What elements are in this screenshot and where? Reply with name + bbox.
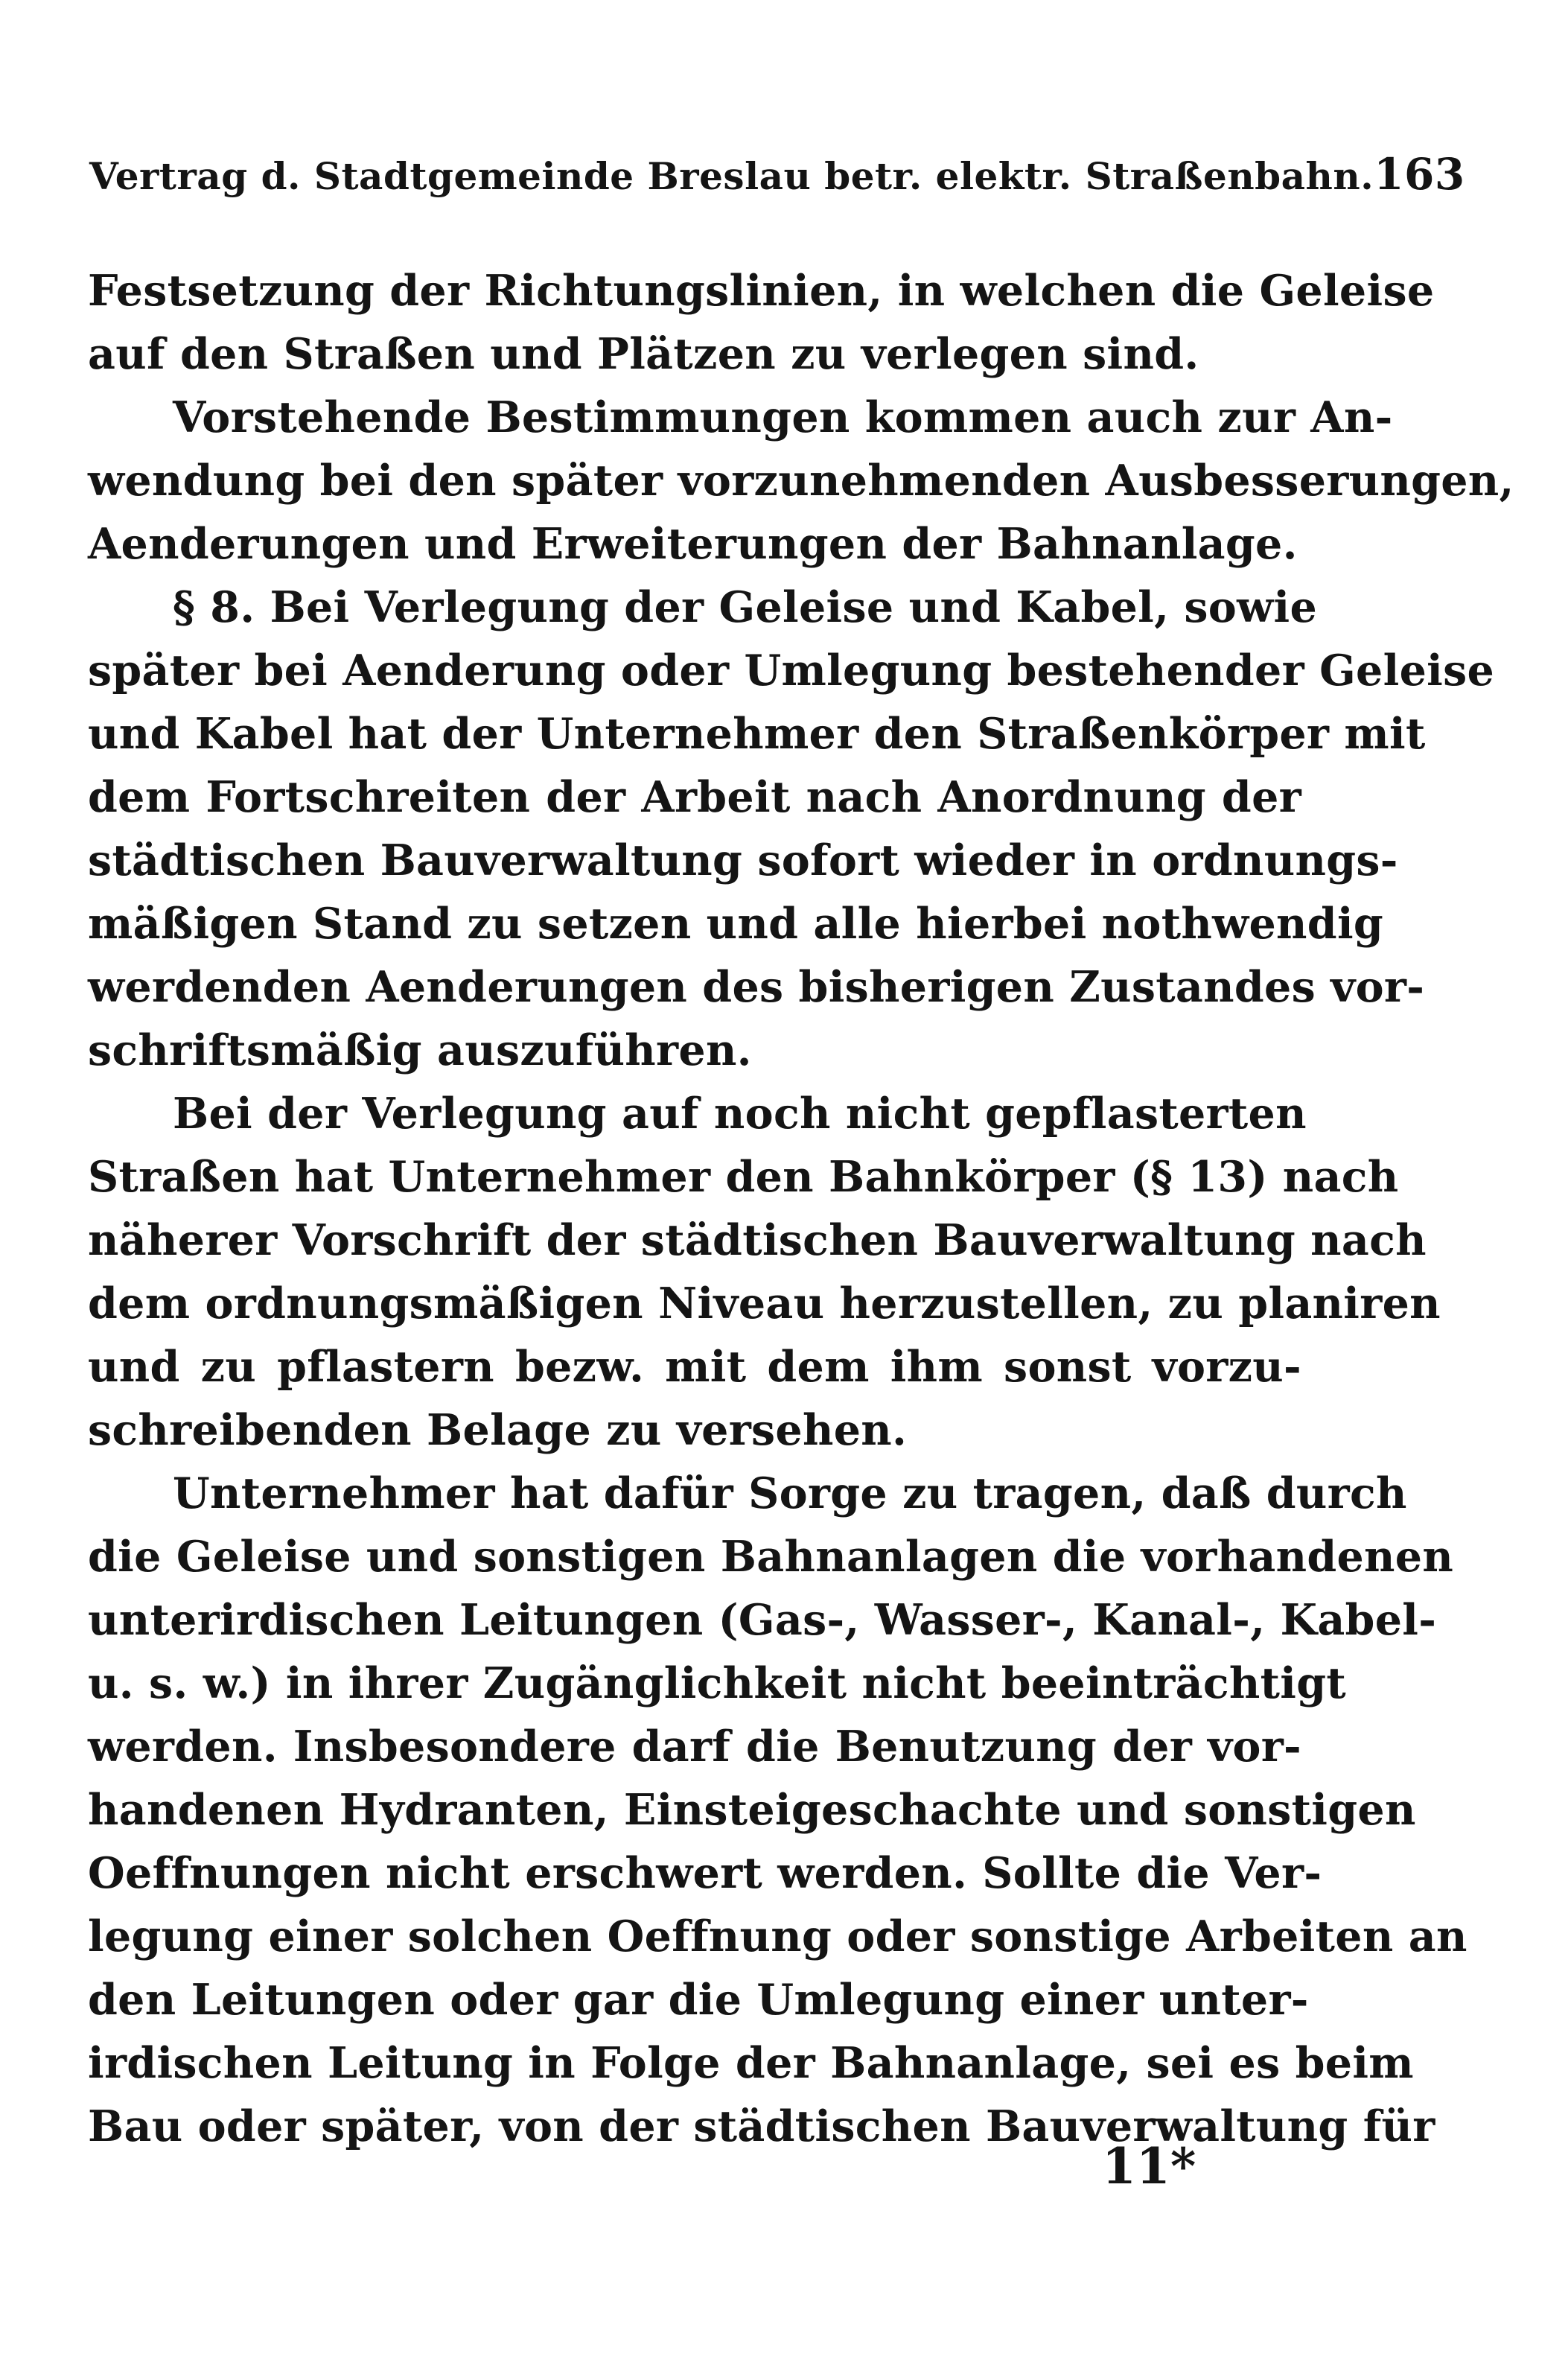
text-line: werden. Insbesondere darf die Benutzung der vor- — [88, 1722, 1301, 1772]
signature-mark: 11* — [1102, 2137, 1196, 2195]
text-line: dem Fortschreiten der Arbeit nach Anordnung der — [88, 772, 1301, 822]
text-line: Bei der Verlegung auf noch nicht gepflasterten — [173, 1089, 1307, 1139]
text-line: und Kabel hat der Unternehmer den Straßenkörper mit — [88, 709, 1426, 759]
running-header — [89, 149, 1465, 216]
text-line: und zu pflastern bezw. mit dem ihm sonst vorzu- — [88, 1342, 1301, 1392]
text-line: städtischen Bauverwaltung sofort wieder in ordnungs- — [88, 836, 1398, 885]
text-line: Vorstehende Bestimmungen kommen auch zur An- — [173, 392, 1393, 442]
text-line: Festsetzung der Richtungslinien, in welchen die Geleise — [88, 266, 1435, 316]
text-line: später bei Aenderung oder Umlegung bestehender Geleise — [88, 646, 1495, 696]
paragraph — [88, 576, 1495, 1082]
text-line: irdischen Leitung in Folge der Bahnanlage, sei es beim — [88, 2038, 1414, 2088]
text-line: näherer Vorschrift der städtischen Bauverwaltung nach — [88, 1215, 1427, 1265]
text-line: mäßigen Stand zu setzen und alle hierbei nothwendig — [88, 899, 1384, 949]
text-line: Bau oder später, von der städtischen Bauverwaltung für — [88, 2101, 1435, 2151]
text-line: schreibenden Belage zu versehen. — [88, 1405, 908, 1455]
text-line: § 8. Bei Verlegung der Geleise und Kabel, sowie — [173, 582, 1318, 632]
text-line: handenen Hydranten, Einsteigeschachte und sonstigen — [88, 1785, 1416, 1835]
text-line: werdenden Aenderungen des bisherigen Zustandes vor- — [88, 962, 1425, 1012]
text-line: legung einer solchen Oeffnung oder sonstige Arbeiten an — [88, 1912, 1467, 1961]
paragraph — [88, 259, 1435, 386]
text-line: wendung bei den später vorzunehmenden Ausbesserungen, — [88, 456, 1514, 506]
text-line: dem ordnungsmäßigen Niveau herzustellen, zu planiren — [88, 1279, 1441, 1328]
text-line: Unternehmer hat dafür Sorge zu tragen, daß durch — [173, 1468, 1407, 1518]
body-text — [88, 259, 1514, 2158]
paragraph — [88, 1082, 1441, 1462]
page-number: 163 — [1374, 149, 1465, 200]
running-title: Vertrag d. Stadtgemeinde Breslau betr. elektr. Straßenbahn. — [89, 154, 1374, 198]
text-line: u. s. w.) in ihrer Zugänglichkeit nicht beeinträchtigt — [88, 1658, 1346, 1708]
text-line: die Geleise und sonstigen Bahnanlagen die vorhandenen — [88, 1532, 1454, 1582]
text-line: auf den Straßen und Plätzen zu verlegen sind. — [88, 329, 1199, 379]
text-line: Aenderungen und Erweiterungen der Bahnanlage. — [88, 519, 1298, 569]
paragraph — [88, 386, 1514, 576]
paragraph — [88, 1462, 1467, 2158]
text-line: den Leitungen oder gar die Umlegung einer unter- — [88, 1975, 1309, 2025]
text-line: unterirdischen Leitungen (Gas-, Wasser-, Kanal-, Kabel- — [88, 1595, 1437, 1645]
text-line: Straßen hat Unternehmer den Bahnkörper (§ 13) nach — [88, 1152, 1399, 1202]
text-line: Oeffnungen nicht erschwert werden. Sollte die Ver- — [88, 1848, 1322, 1898]
text-line: schriftsmäßig auszuführen. — [88, 1025, 752, 1075]
